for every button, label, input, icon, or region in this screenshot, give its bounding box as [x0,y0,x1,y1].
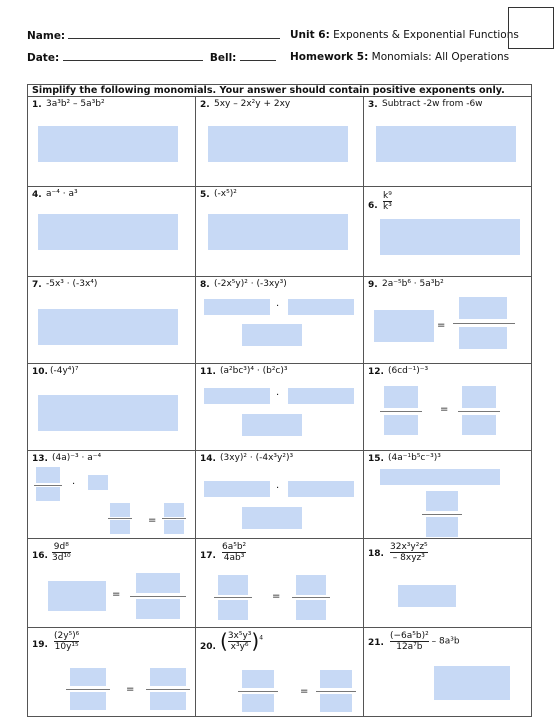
answer-box[interactable] [384,386,418,408]
multiply-dot: · [276,390,280,401]
instructions: Simplify the following monomials. Your answer should contain positive exponents only. [32,85,505,96]
answer-box[interactable] [36,487,60,501]
homework-label: Homework 5: [290,51,369,63]
answer-box[interactable] [296,600,326,620]
problem-number: 8. [200,280,210,290]
answer-box[interactable] [208,214,348,250]
answer-box[interactable] [110,520,130,534]
equals-sign: = [126,684,135,695]
answer-box[interactable] [288,481,354,497]
fraction-denominator: 12a⁷b [396,642,423,652]
answer-box[interactable] [242,670,274,688]
name-field[interactable] [68,29,280,39]
problem-expression: 3a³b² – 5a³b² [46,99,105,109]
answer-box[interactable] [462,386,496,408]
equals-sign: = [272,591,281,602]
answer-box[interactable] [462,415,496,435]
fraction-numerator: 3x⁵y³ [227,630,252,641]
answer-box[interactable] [288,299,354,315]
fraction-bar [108,518,132,519]
fraction-bar [453,323,515,324]
answer-box[interactable] [296,575,326,595]
problem-number: 19. [32,640,48,650]
equals-sign: = [300,686,309,697]
fraction-denominator: 3d¹⁰ [52,553,71,563]
problem-expression [383,191,392,212]
name-label: Name: [27,30,66,42]
problem-expression [52,542,71,563]
fraction-bar [34,485,62,486]
answer-box[interactable] [459,297,507,319]
fraction-numerator: (2y⁵)⁶ [54,631,80,641]
answer-box[interactable] [38,214,178,250]
problem-14 [196,450,364,538]
problem-expression: (-x⁵)² [214,189,237,199]
multiply-dot: · [276,301,280,312]
fraction-denominator: 10y¹⁵ [54,642,79,652]
fraction-bar [66,689,110,690]
fraction-denominator: 4ab³ [223,553,245,563]
problem-expression: (6cd⁻¹)⁻³ [388,366,429,376]
problem-number: 14. [200,454,216,464]
problem-number: 13. [32,454,48,464]
answer-box[interactable] [426,517,458,537]
answer-box[interactable] [204,481,270,497]
fraction-numerator: 32x³y²z⁵ [390,542,428,552]
problem-expression: a⁻⁴ · a³ [46,189,78,199]
problem-1 [28,96,196,186]
answer-box[interactable] [38,309,178,345]
fraction-bar [162,518,186,519]
answer-box[interactable] [320,694,352,712]
fraction-numerator: 6a⁵b² [222,542,247,552]
fraction-numerator: k⁹ [383,191,392,201]
problem-number: 10. [32,367,48,377]
problem-expression [390,631,460,652]
expression-tail: – 8a³b [431,636,460,647]
problem-number: 2. [200,100,210,110]
problem-number: 20. [200,642,216,652]
problem-11 [196,363,364,450]
problem-number: 5. [200,190,210,200]
answer-box[interactable] [204,388,270,404]
problem-number: 7. [32,280,42,290]
problem-number: 15. [368,454,384,464]
fraction-bar [130,596,186,597]
answer-box[interactable] [426,491,458,511]
answer-box[interactable] [384,415,418,435]
problem-expression: (-4y⁴)⁷ [50,366,79,376]
answer-box[interactable] [48,581,106,611]
bell-label: Bell: [209,52,237,64]
problem-21 [364,627,531,716]
problem-15 [364,450,531,538]
name-row [27,29,280,42]
unit-label: Unit 6: [290,29,330,41]
answer-box[interactable] [288,388,354,404]
problem-number: 17. [200,551,216,561]
fraction-bar [292,597,330,598]
answer-box[interactable] [376,126,516,162]
problem-number: 16. [32,551,48,561]
answer-box[interactable] [164,520,184,534]
answer-box[interactable] [380,469,500,485]
problem-expression: 5xy – 2x²y + 2xy [214,99,291,109]
multiply-dot: · [276,483,280,494]
fraction-bar [422,514,462,515]
answer-box[interactable] [88,475,108,490]
answer-box[interactable] [242,694,274,712]
fraction-bar [380,411,422,412]
problem-19 [28,627,196,716]
problem-17 [196,538,364,627]
problem-expression: -5x³ · (-3x⁴) [46,279,98,289]
fraction-numerator: 9d⁸ [53,542,69,552]
problem-number: 9. [368,280,378,290]
fraction-denominator: k³ [383,202,392,212]
problem-number: 21. [368,638,384,648]
fraction-bar [238,691,278,692]
answer-box[interactable] [110,503,130,517]
problem-6 [364,186,531,276]
problem-number: 4. [32,190,42,200]
answer-box[interactable] [70,692,106,710]
answer-box[interactable] [150,668,186,686]
problem-expression: ( $\frac{\text{3x⁵y³}}{\text{x³y⁶}}$ )$^4$ [220,629,264,653]
answer-box[interactable] [218,600,248,620]
date-field[interactable] [63,51,203,61]
answer-box[interactable] [380,219,520,255]
problem-18 [364,538,531,627]
problem-expression: Subtract -2w from -6w [382,99,483,109]
fraction-denominator: x³y⁶ [230,641,249,652]
problem-7 [28,276,196,363]
answer-box[interactable] [459,327,507,349]
problem-number: 18. [368,549,384,559]
fraction-bar [316,691,356,692]
answer-box[interactable] [38,126,178,162]
problem-expression: (4a)⁻³ · a⁻⁴ [52,453,102,463]
bell-field[interactable] [240,51,276,61]
problem-8 [196,276,364,363]
fraction-bar [458,411,500,412]
answer-box[interactable] [242,324,302,346]
problem-expression: (-2x⁵y)² · (-3xy³) [214,279,287,289]
answer-box[interactable] [398,585,456,607]
problem-number: 6. [368,201,378,211]
problem-number: 1. [32,100,42,110]
answer-box[interactable] [242,414,302,436]
answer-box[interactable] [208,126,348,162]
answer-box[interactable] [218,575,248,595]
answer-box[interactable] [36,467,60,483]
grade-box[interactable] [508,7,554,49]
answer-box[interactable] [242,507,302,529]
problem-grid [28,96,531,716]
problem-expression: 2a⁻⁵b⁶ · 5a³b² [382,279,444,289]
answer-box[interactable] [136,573,180,593]
answer-box[interactable] [204,299,270,315]
answer-box[interactable] [434,666,510,700]
problem-9 [364,276,531,363]
problem-13 [28,450,196,538]
answer-box[interactable] [70,668,106,686]
fraction-bar [146,689,190,690]
answer-box[interactable] [136,599,180,619]
problem-expression [54,631,79,652]
problem-4 [28,186,196,276]
equals-sign: = [437,320,446,331]
problem-number: 11. [200,367,216,377]
answer-box[interactable] [150,692,186,710]
fraction-bar [214,597,252,598]
multiply-dot: · [72,479,76,490]
problem-expression [390,542,428,563]
date-label: Date: [27,52,60,64]
answer-box[interactable] [320,670,352,688]
problem-3 [364,96,531,186]
unit-title: Exponents & Exponential Functions [333,29,519,41]
problem-12 [364,363,531,450]
fraction-numerator: (−6a⁵b)² [390,631,429,641]
problem-expression: (4a⁻¹b⁵c⁻³)³ [388,453,441,463]
problem-expression: (a²bc³)⁴ · (b²c)³ [220,366,288,376]
worksheet [27,84,532,717]
unit-row [290,29,519,41]
homework-title: Monomials: All Operations [371,51,510,63]
problem-expression [222,542,246,563]
problem-16 [28,538,196,627]
answer-box[interactable] [38,395,178,431]
homework-row [290,51,509,63]
problem-10 [28,363,196,450]
fraction-denominator: – 8xyz³ [392,553,425,563]
problem-number: 3. [368,100,378,110]
problem-20 [196,627,364,716]
equals-sign: = [112,589,121,600]
problem-2 [196,96,364,186]
problem-number: 12. [368,367,384,377]
outer-exponent: 4 [259,634,264,642]
date-row [27,51,276,64]
problem-5 [196,186,364,276]
answer-box[interactable] [374,310,434,342]
answer-box[interactable] [164,503,184,517]
problem-expression: (3xy)² · (-4x³y²)³ [220,453,294,463]
equals-sign: = [148,515,157,526]
equals-sign: = [440,404,449,415]
